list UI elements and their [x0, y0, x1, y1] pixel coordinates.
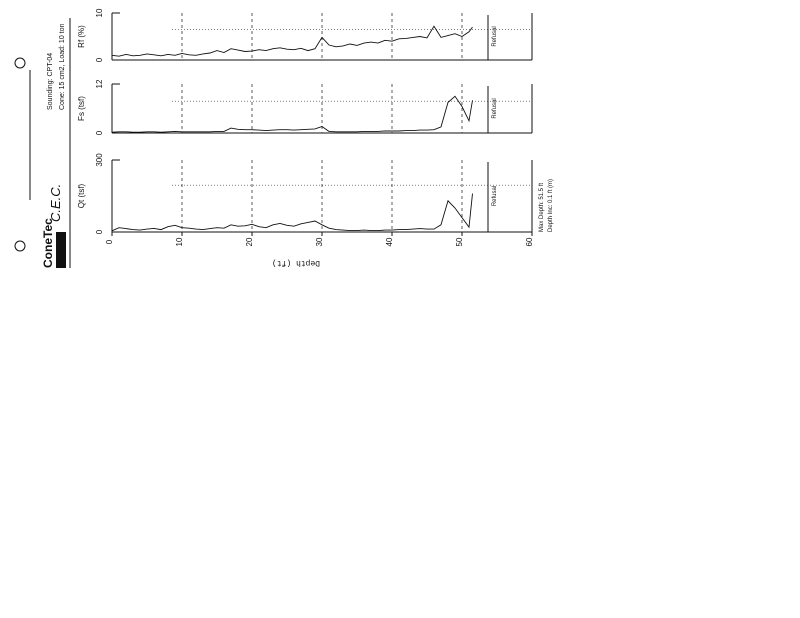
depth-tick-label: 30: [315, 237, 324, 247]
depth-tick-label: 0: [105, 239, 114, 245]
panel-rf: [77, 8, 532, 62]
depth-axis: [105, 232, 534, 246]
depth-axis-label: Depth (ft): [271, 258, 321, 267]
depth-tick-label: 20: [245, 237, 254, 247]
refusal-label: Refusal: [492, 26, 498, 47]
y-tick-label: 12: [95, 79, 104, 89]
y-axis-label: Qt (tsf): [77, 183, 86, 209]
refusal-label: Refusal: [492, 98, 498, 119]
y-tick-label: 0: [95, 57, 104, 63]
max-depth-note: Max Depth: 51.5 ft: [539, 182, 545, 232]
series-line-qt: [112, 194, 473, 231]
logo-mark-icon: [56, 232, 66, 268]
sounding-line: Sounding: CPT-04: [47, 52, 54, 110]
logo-text: ConeTec: [41, 218, 55, 268]
y-tick-label: 300: [95, 153, 104, 167]
series-line-rf: [112, 26, 473, 56]
series-line-fs: [112, 96, 473, 132]
depth-inc-note: Depth Inc: 0.1 ft (m): [548, 178, 554, 232]
depth-tick-label: 40: [385, 237, 394, 247]
org-line: C.E.C.: [48, 183, 63, 222]
y-tick-label: 10: [95, 8, 104, 18]
y-axis-label: Fs (tsf): [77, 96, 86, 121]
cone-line: Cone: 15 cm2, Load: 10 ton: [59, 23, 66, 110]
depth-tick-label: 50: [455, 237, 464, 247]
depth-tick-label: 10: [175, 237, 184, 247]
y-tick-label: 0: [95, 130, 104, 136]
header-block: [15, 18, 70, 268]
panel-fs: [77, 79, 532, 135]
binder-hole-icon: [15, 241, 25, 251]
panels: [77, 8, 532, 234]
y-tick-label: 0: [95, 229, 104, 235]
depth-tick-label: 60: [525, 237, 534, 247]
binder-hole-icon: [15, 58, 25, 68]
refusal-label: Refusal: [492, 185, 498, 207]
panel-qt: [77, 153, 532, 234]
y-axis-label: Rf (%): [77, 25, 86, 48]
